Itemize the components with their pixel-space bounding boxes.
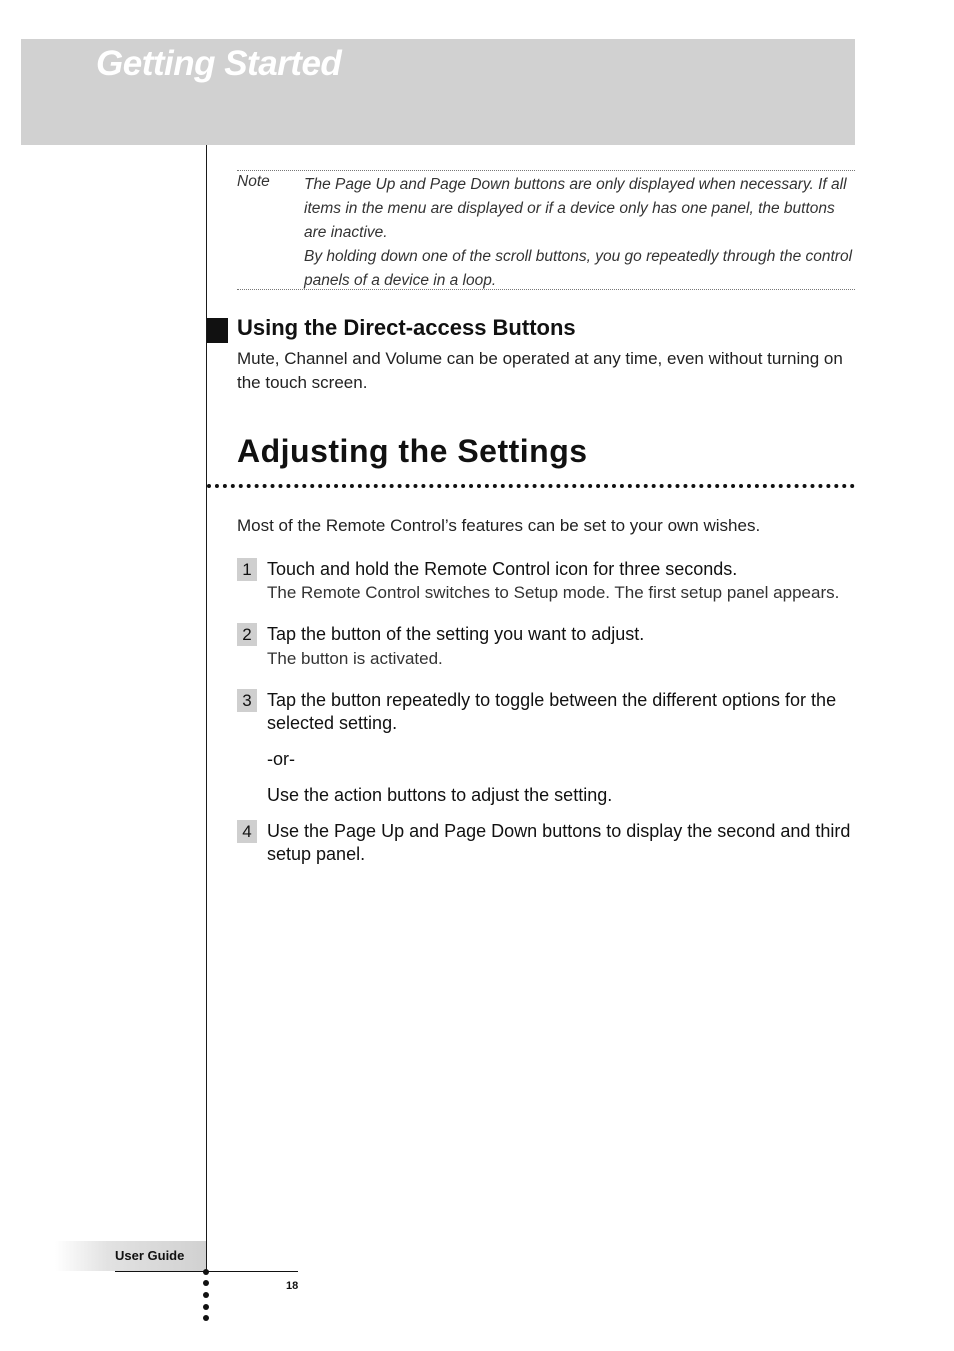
direct-access-heading: Using the Direct-access Buttons bbox=[237, 315, 576, 340]
margin-rule bbox=[206, 145, 207, 1272]
settings-intro: Most of the Remote Control’s features can be set to your own wishes. bbox=[237, 516, 761, 535]
note-box bbox=[237, 170, 855, 290]
footer-dot bbox=[203, 1292, 209, 1298]
footer-dot bbox=[203, 1315, 209, 1321]
step-text: Tap the button repeatedly to toggle between the different options for the selected setting. bbox=[267, 690, 837, 733]
footer-dot bbox=[203, 1269, 209, 1275]
page-number: 18 bbox=[286, 1280, 299, 1292]
dotted-divider bbox=[207, 484, 855, 488]
note-text bbox=[304, 173, 854, 293]
page-title: Getting Started bbox=[96, 44, 342, 83]
step-result: The button is activated. bbox=[267, 649, 443, 668]
section-marker bbox=[207, 318, 228, 343]
step-alternative: Use the action buttons to adjust the setting. bbox=[267, 785, 613, 805]
step-text: Tap the button of the setting you want to adjust. bbox=[267, 624, 645, 644]
step-number: 4 bbox=[237, 820, 257, 843]
step-result: The Remote Control switches to Setup mode. The first setup panel appears. bbox=[267, 583, 840, 602]
step-text: Touch and hold the Remote Control icon for three seconds. bbox=[267, 559, 738, 579]
step-number: 1 bbox=[237, 558, 257, 581]
footer-dot bbox=[203, 1280, 209, 1286]
step-text: Use the Page Up and Page Down buttons to display the second and third setup panel. bbox=[267, 821, 851, 864]
footer-dot bbox=[203, 1304, 209, 1310]
direct-access-body: Mute, Channel and Volume can be operated at any time, even without turning on the touch screen. bbox=[237, 349, 843, 392]
note-label: Note bbox=[237, 173, 270, 190]
settings-heading: Adjusting the Settings bbox=[237, 433, 588, 469]
note-paragraph: The Page Up and Page Down buttons are only displayed when necessary. If all items in the menu are displayed or if a device only has one panel, the buttons are inactive. bbox=[304, 176, 847, 241]
note-paragraph: By holding down one of the scroll buttons, you go repeatedly through the control panels of a device in a loop. bbox=[304, 248, 853, 289]
step-or: -or- bbox=[267, 749, 295, 769]
footer-label: User Guide bbox=[115, 1248, 185, 1263]
step-number: 2 bbox=[237, 623, 257, 646]
step-number: 3 bbox=[237, 689, 257, 712]
